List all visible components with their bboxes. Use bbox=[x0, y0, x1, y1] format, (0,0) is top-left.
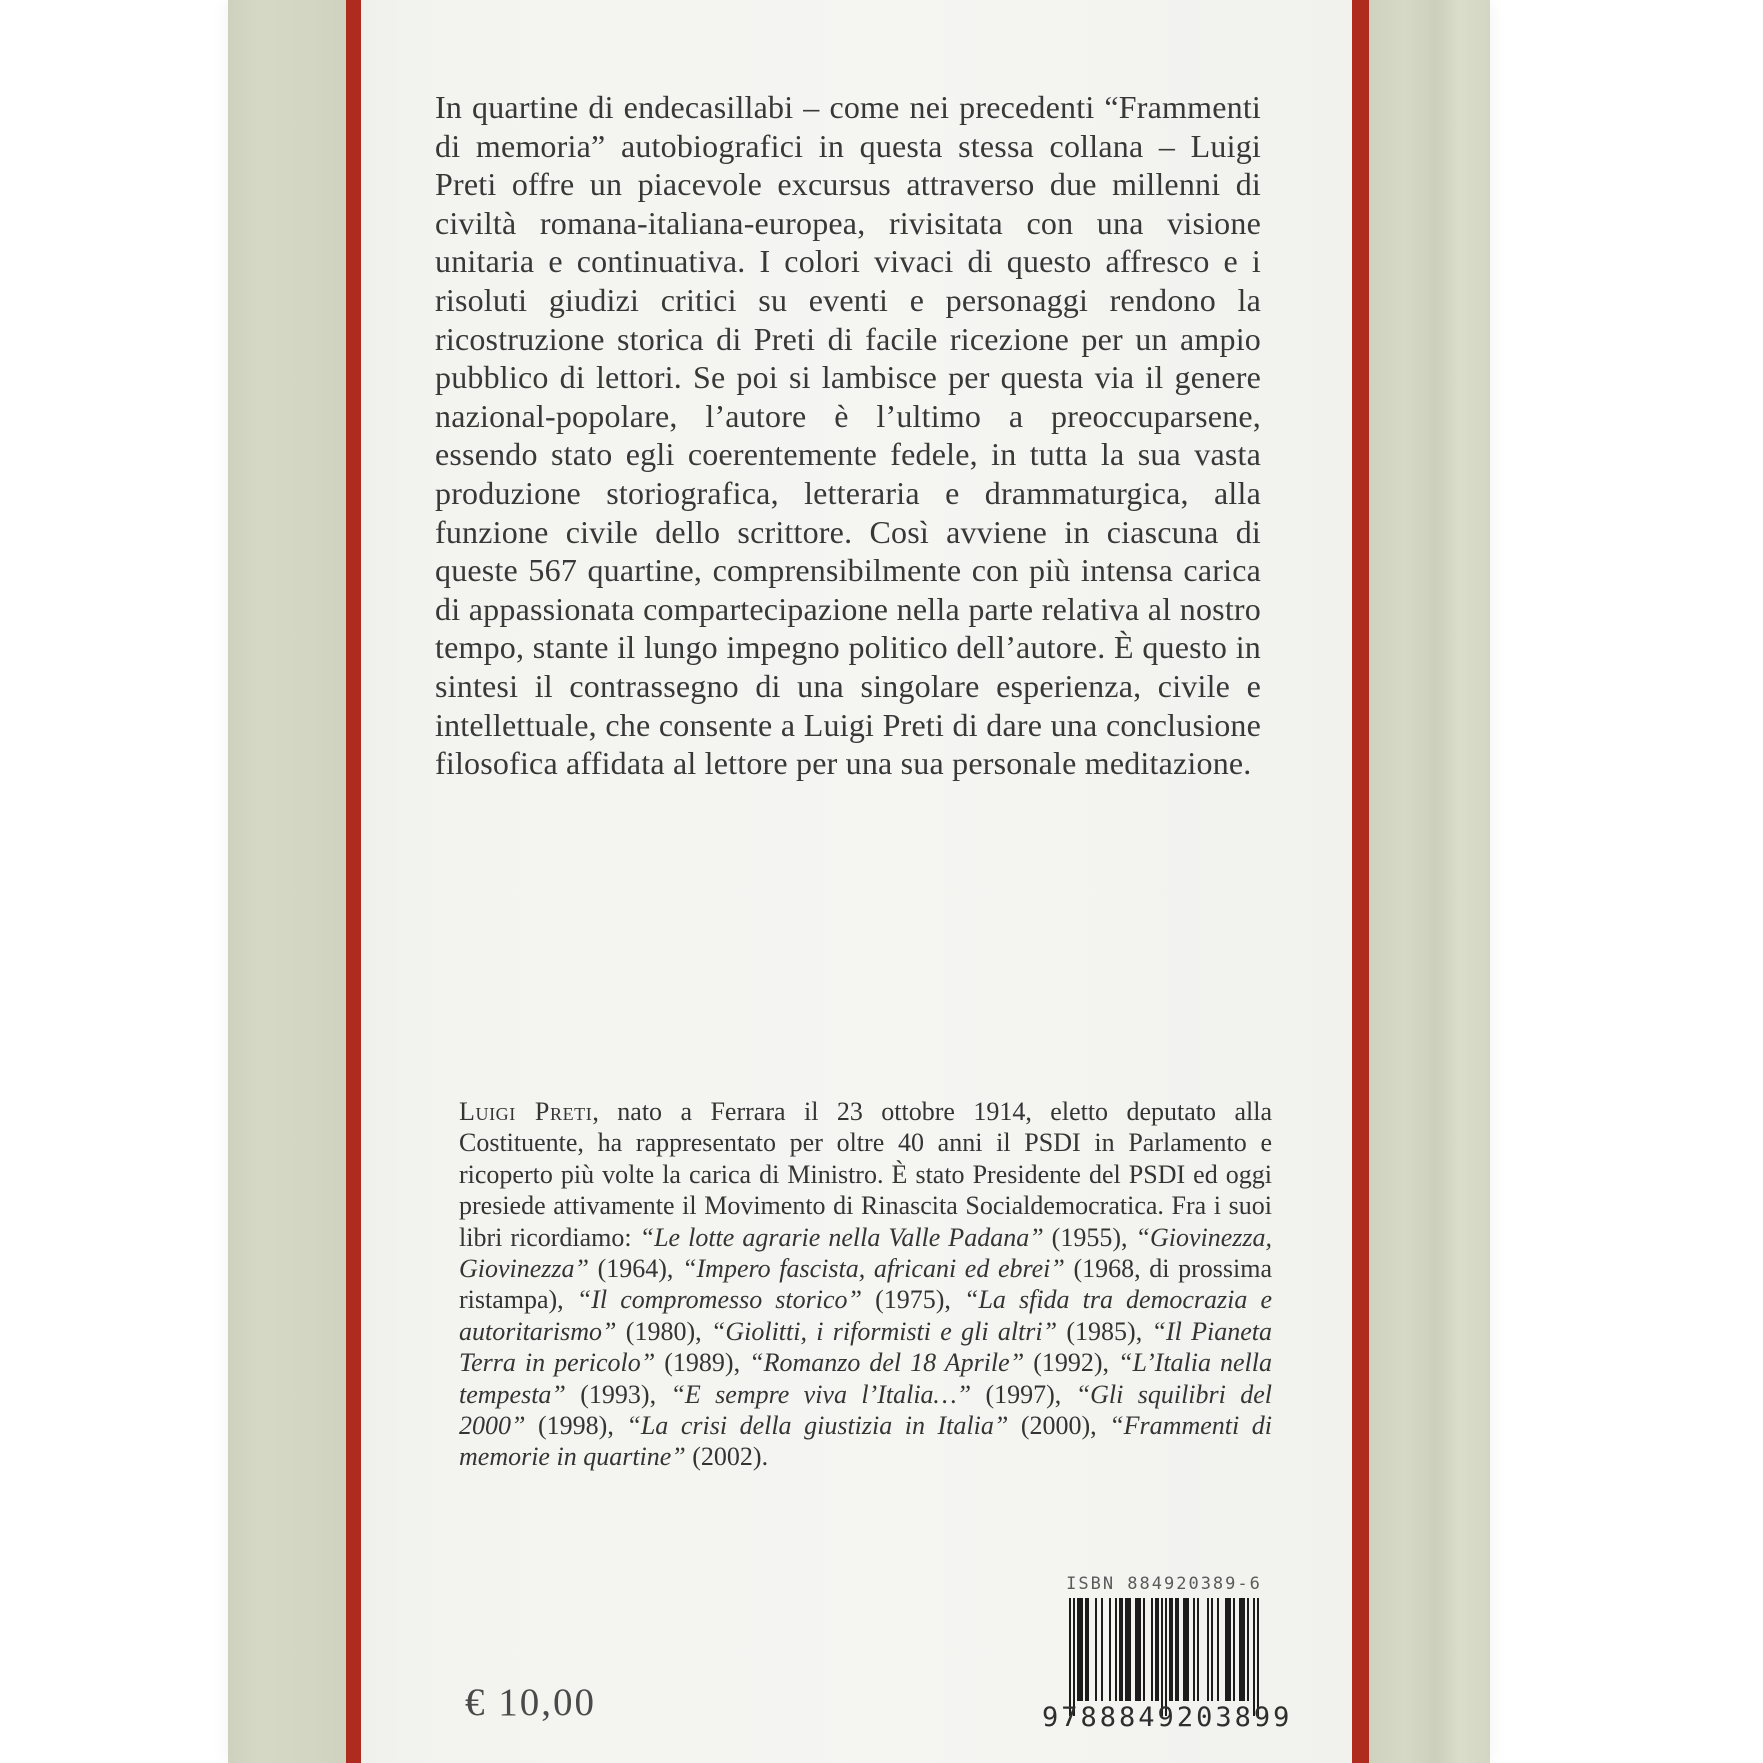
bio-segment: (1985), bbox=[1057, 1316, 1152, 1346]
bio-segment: (2002). bbox=[685, 1442, 769, 1472]
bio-segment: Luigi Preti bbox=[459, 1097, 593, 1126]
back-cover-panel bbox=[361, 0, 1352, 1763]
barcode-bars bbox=[1069, 1598, 1259, 1718]
bio-segment: (1997), bbox=[971, 1379, 1076, 1409]
bio-segment: “La crisi della giustizia in Italia” bbox=[626, 1411, 1009, 1441]
bio-segment: “E sempre viva l’Italia…” bbox=[670, 1379, 972, 1409]
book-page-edge-right bbox=[1369, 0, 1490, 1763]
book-back-cover bbox=[228, 0, 1490, 1763]
bio-segment: (1955), bbox=[1043, 1222, 1136, 1252]
bio-segment: (1998), bbox=[525, 1411, 627, 1441]
bio-segment: “Giolitti, i riformisti e gli altri” bbox=[710, 1316, 1058, 1346]
author-bio-text bbox=[459, 1096, 1272, 1473]
bio-segment: (1975), bbox=[862, 1285, 964, 1315]
bio-segment: “Romanzo del 18 Aprile” bbox=[749, 1348, 1025, 1378]
bio-segment: “Impero fascista, africani ed ebrei” bbox=[682, 1254, 1065, 1284]
bio-segment: (1989), bbox=[655, 1348, 750, 1378]
bio-segment: “Il Pianeta Terra in pericolo” bbox=[459, 1316, 1272, 1378]
bio-segment: (1992), bbox=[1024, 1348, 1119, 1378]
bio-segment: “Giovinezza, Giovinezza” bbox=[459, 1222, 1272, 1284]
bio-segment: (1964), bbox=[589, 1254, 683, 1284]
bio-segment: “Le lotte agrarie nella Valle Padana” bbox=[639, 1222, 1044, 1252]
bio-segment: (1993), bbox=[565, 1379, 671, 1409]
bio-segment: (1980), bbox=[616, 1316, 711, 1346]
bio-segment: (2000), bbox=[1008, 1411, 1110, 1441]
price-label: € 10,00 bbox=[465, 1681, 596, 1724]
bio-segment: (1968, di prossima ristampa), bbox=[459, 1254, 1272, 1315]
red-accent-stripe-left bbox=[346, 0, 361, 1763]
synopsis-text: In quartine di endecasillabi – come nei precedenti “Frammenti di memoria” autobiografici in questa stessa collana – Luigi Preti offre un piacevole excursus attraverso due millenni di civiltà romana-italiana-europea, rivisitata con una visione unitaria e continuativa. I colori vivaci di questo affresco e i risoluti giudizi critici su eventi e personaggi rendono la ricostruzione storica di Preti di facile ricezione per un ampio pubblico di lettori. Se poi si lambisce per questa via il genere nazional-popolare, l’autore è l’ultimo a preoccuparsene, essendo stato egli coerentemente fedele, in tutta la sua vasta produzione storiografica, letteraria e drammaturgica, alla funzione civile dello scrittore. Così avviene in ciascuna di queste 567 quartine, comprensibilmente con più intensa carica di appassionata compartecipazione nella parte relativa al nostro tempo, stante il lungo impegno politico dell’autore. È questo in sintesi il contrassegno di una singolare esperienza, civile e intellettuale, che consente a Luigi Preti di dare una conclusione filosofica affidata al lettore per una sua personale meditazione. bbox=[435, 89, 1261, 782]
barcode-digit-group-left: 788849 bbox=[1061, 1702, 1177, 1733]
bio-segment: “Gli squilibri del 2000” bbox=[459, 1379, 1273, 1441]
bio-segment: “Frammenti di memorie in quartine” bbox=[459, 1411, 1272, 1472]
barcode-digits bbox=[1042, 1702, 1293, 1733]
bio-segment: “La sfida tra democrazia e autoritarismo” bbox=[459, 1285, 1272, 1346]
bio-segment: “L’Italia nella tempesta” bbox=[459, 1348, 1272, 1409]
barcode-digit-group-country: 9 bbox=[1042, 1702, 1062, 1733]
bio-segment: “Il compromesso storico” bbox=[576, 1285, 862, 1315]
barcode-digit-group-right: 203899 bbox=[1176, 1702, 1293, 1733]
isbn-label: ISBN 884920389-6 bbox=[1066, 1574, 1262, 1594]
barcode-block bbox=[1042, 1574, 1293, 1733]
barcode-module bbox=[1257, 1598, 1259, 1716]
bio-segment: , nato a Ferrara il 23 ottobre 1914, eletto deputato alla Costituente, ha rappresentato per oltre 40 anni il PSDI in Parlamento e ricoperto più volte la carica di Ministro. È stato Presidente del PSDI ed oggi presiede attivamente il Movimento di Rinascita Socialdemocratica. Fra i suoi libri ricordiamo: bbox=[459, 1097, 1272, 1252]
book-spine-edge-left bbox=[228, 0, 346, 1763]
red-accent-stripe-right bbox=[1352, 0, 1369, 1763]
